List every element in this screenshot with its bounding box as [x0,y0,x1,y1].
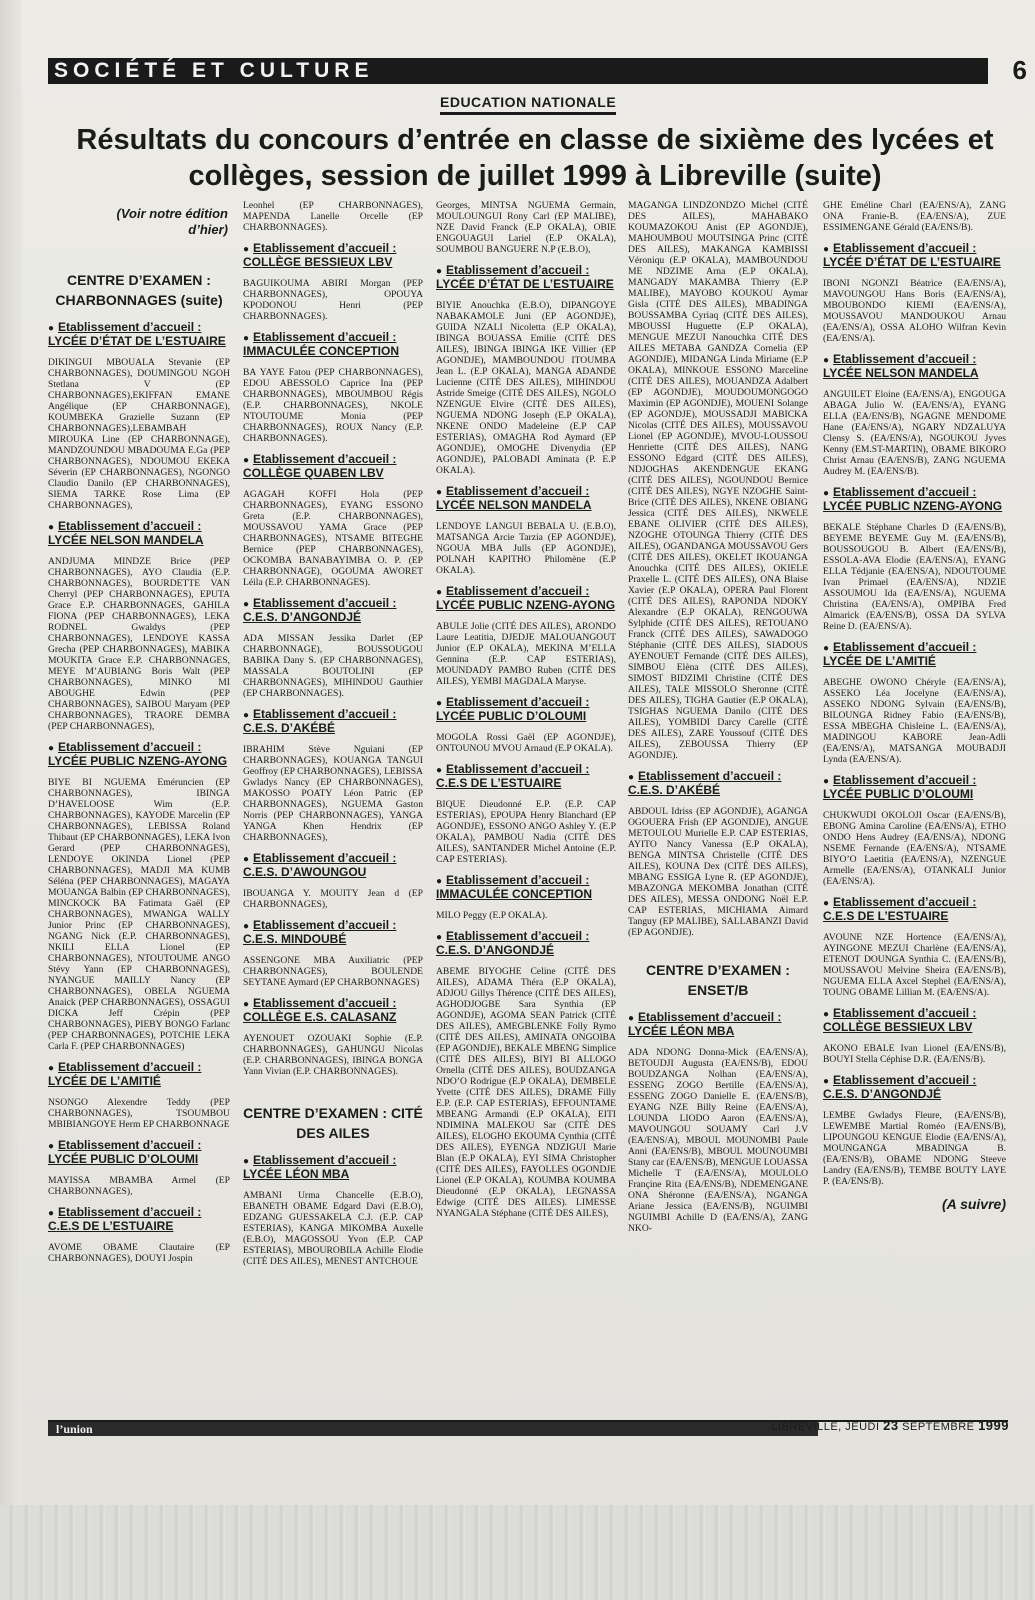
school-list [243,243,423,1077]
establishment-kicker: ● Etablissement d’accueil : [436,486,616,498]
publication-date [771,1418,1009,1433]
establishment-kicker: ● Etablissement d’accueil : [436,265,616,277]
establishment-kicker: ● Etablissement d’accueil : [48,1207,230,1219]
school-name: C.E.S DE L’ESTUAIRE [823,909,949,923]
establishment-block [823,487,1006,632]
establishment-kicker: ● Etablissement d’accueil : [48,521,230,533]
establishment-block [436,931,616,1219]
establishment-kicker: ● Etablissement d’accueil : [436,764,616,776]
school-name: COLLÈGE E.S. CALASANZ [243,1010,397,1024]
column-5 [823,200,1006,1210]
to-be-continued: (A suivre) [941,1196,1006,1212]
establishment-kicker: ● Etablissement d’accueil : [823,243,1006,255]
school-name: C.E.S. MINDOUBÉ [243,932,347,946]
school-list [48,322,230,1264]
school-name: LYCÉE DE L’AMITIÉ [48,1074,161,1088]
school-name: LYCÉE PUBLIC D’OLOUMI [823,787,974,801]
student-list: ANDJUMA MINDZE Brice (PEP CHARBONNAGES), AYO Claudia (E.P. CHARBONNAGES), BOURDETTE VAN Cherryl (PEP CHARBONNAGES), EPUTA Grace E.P. CHARBONNAGES, GAHILA FIONA (PEP CHARBONNAGES), LEKA RODNEL Gwaldys (PEP CHARBONNAGES), LENDOYE KASSA Grecha (PEP CHARBONNAGES), MABIKA MOUKITA Grace E.P. CHARBONNAGES, MEYE M’AUBIANG Boris Walt (PEP CHARBONNAGES), MINKO MI ABOUGHE Edwin (PEP CHARBONNAGES), SAIBOU Maryam (PEP CHARBONNAGES), TRAORE DEMBA (PEP CHARBONNAGES), [48,556,230,732]
student-list: BIYIE Anouchka (E.B.O), DIPANGOYE NABAKAMOLE Juni (EP AGONDJE), GUIDA NZALI Nicoletta (E.P OKALA), IBINGA BOUASSA Emilie (CITÉ DES AILES), IBINGA IBINGA IKE Villier (EP AGONDJE), MAMBOUNDOU ITOUMBA Jean L. (E.P OKALA), MANGA ADANDE Lucienne (CITÉ DES AILES), MIHINDOU Astride Smeige (CITÉ DES AILES), NGOLO NZENGUE Elvire (CITÉ DES AILES), NGUEMA NDONG Joseph (E.P OKALA), NKENE ONDO Madeleine (E.P CAP ESTERIAS), OMAGHA Rod Aymard (EP AGONDJE), OMOGHE Divenydia (EP AGONDJE), PALOBADI Aminata (P. E.P OKALA). [436,300,616,476]
exam-centre-heading: CENTRE D’EXAMEN : CITÉ DES AILES [243,1105,423,1141]
student-list: AMBANI Urma Chancelle (E.B.O), EBANETH OBAME Edgard Davi (E.B.O), EDZANG GUESSAKELA C.J. (E.P. CAP ESTERIAS), KANGA MIKOMBA Auxelle (E.B.O), MAGOSSOU Yvon (E.P. CAP ESTERIAS), MBOUROBILA Achille Elodie (CITÉ DES AILES), MENEST ANTCHOUE [243,1190,423,1267]
student-list: BIYE BI NGUEMA Eméruncien (EP CHARBONNAGES), IBINGA D’HAVELOOSE Wim (E.P. CHARBONNAGES), KAYODE Marcelin (EP CHARBONNAGES), LEBISSA Roland Thibaut (EP CHARBONNAGES), LEKA Ivon Gerard (PEP CHARBONNAGES), LENDOYE OKINDA Lionel (PEP CHARBONNAGES), MADJI MA KUMB Séléna (PEP CHARBONNAGES), MAGAYA MOUANGA Balbin (EP CHARBONNAGES), MINCKOCK BA Fatimata Gaël (EP CHARBONNAGES), MWANGA WALLY Junior Princ (EP CHARBONNAGES), NGANG Nick (E.P. CHARBONNAGES), NKILI ELLA Lionel (EP CHARBONNAGES), NTOUTOUME ANGO Stévy Yann (EP CHARBONNAGES), NYANGUE MAILLY Nancy (EP CHARBONNAGES), OBELA NGUEMA Anaick (PEP CHARBONNAGES), OSSAGUI DICKA Jeff Crépin (PEP CHARBONNAGES), PIEBY BONGO Farlanc (PEP CHARBONNAGES), POTCHIE LEKA Carla F. (PEP CHARBONNAGES) [48,777,230,1052]
school-name: C.E.S. D’ANGONDJÉ [823,1087,942,1101]
establishment-kicker: ● Etablissement d’accueil : [628,1012,808,1024]
continued-names: Leonhel (EP CHARBONNAGES), MAPENDA Lanelle Orcelle (EP CHARBONNAGES). [243,200,423,233]
establishment-kicker: ● Etablissement d’accueil : [823,1008,1006,1020]
establishment-block [48,1140,230,1197]
page-number: 6 [1012,55,1027,85]
establishment-block [48,1207,230,1264]
date-year: 1999 [978,1418,1009,1433]
student-list: ABDOUL Idriss (EP AGONDJE), AGANGA OGOUERA Frish (EP AGONDJE), ANGUE METOULOU Murielle E.P. CAP ESTERIAS, AYITO Nancy Vanessa (E.P OKALA), BENGA MINTSA Christelle (CITÉ DES AILES), KOUNA Dex (CITÉ DES AILES), MBANG ESSIGA Lyne R. (EP AGONDJE), MBAZONGA MEKOMBA Jonathan (CITÉ DES AILES), MESSA ONDONG Noël E.P. CAP ESTERIAS, MICHIAMA Aimard Tanguy (EP MALIBE), SALLABANZI David (EP AGONDJE). [628,806,808,938]
student-list: DIKINGUI MBOUALA Stevanie (EP CHARBONNAGES), DOUMINGOU NGOH Stetlana V (EP CHARBONNAGES),EKIFFAN EMANE Angélique (EP CHARBONNAGE), KOUMBEKA Grazielle Suzann (EP CHARBONNAGES),LEBAMBAH MIROUKA Line (EP CHARBONNAGE), MANDZOUNDOU MBADOUMA E.Ga (PEP CHARBONNAGES), NDOUMOU EKEKA Séverin (EP CHARBONNAGES), NGONGO Claudio Danilo (EP CHARBONNAGES), SIEMA TARKE Rose Lima (EP CHARBONNAGES), [48,357,230,511]
school-name: LYCÉE PUBLIC NZENG-AYONG [436,598,616,612]
column-4 [628,200,808,1234]
establishment-block [436,586,616,687]
student-list: AKONO EBALE Ivan Lionel (EA/ENS/B), BOUYI Stella Céphise D.R. (EA/ENS/B). [823,1043,1006,1065]
establishment-block [243,920,423,988]
student-list: ABEGHE OWONO Chéryle (EA/ENS/A), ASSEKO Léa Jocelyne (EA/ENS/A), ASSEKO NDONG Sylvain (EA/ENS/B), BILOUNGA Ridney Fabio (EA/ENS/B), ESSA MBEGHA Chisleine L. (EA/ENS/A), MADINGOU KABORE Jean-Adli (EA/ENS/A), MATSANGA MOUBADJI Lynda (EA/ENS/A). [823,677,1006,765]
school-name: LYCÉE NELSON MANDELA [48,533,204,547]
student-list: LENDOYE LANGUI BEBALA U. (E.B.O), MATSANGA Arcie Tarzia (EP AGONDJE), NGOUA MBA Julls (EP AGONDJE), POLNAH KAPITHO Philomène (E.P OKALA). [436,521,616,576]
student-list: CHUKWUDI OKOLOJI Oscar (EA/ENS/B), EBONG Amina Caroline (EA/ENS/A), ETHO ONDO Hens Audrey (EA/ENS/A), NDONG NSEME Fernande (EA/ENS/A), NTSAME BIYO’O Laetitia (EA/ENS/A), NZENGUE Armelle (EA/ENS/A), OTANKALI Junior (EA/ENS/A). [823,810,1006,887]
establishment-kicker: ● Etablissement d’accueil : [436,931,616,943]
school-name: LYCÉE PUBLIC D’OLOUMI [436,709,587,723]
student-list: BIQUE Dieudonné E.P. (E.P. CAP ESTERIAS), EPOUPA Henry Blanchard (EP AGONDJE), ESSONO ANGO Ashley Y. (E.P OKALA), PAMBOU Nadia (CITÉ DES AILES), SANTANDER Michel Antoine (E.P. CAP ESTERIAS). [436,799,616,865]
date-month: SEPTEMBRE [902,1421,975,1433]
establishment-block [243,709,423,843]
establishment-block [823,354,1006,477]
school-name: C.E.S DE L’ESTUAIRE [48,1219,174,1233]
school-name: LYCÉE D’ÉTAT DE L’ESTUAIRE [436,277,614,291]
establishment-kicker: ● Etablissement d’accueil : [823,1075,1006,1087]
school-name: C.E.S. D’ANGONDJÉ [436,943,555,957]
student-list: AGAGAH KOFFI Hola (PEP CHARBONNAGES), EYANG ESSONO Greta (E.P. CHARBONNAGES), MOUSSAVOU YAMA Grace (PEP CHARBONNAGES), NTSAME BITEGHE Bernice (PEP CHARBONNAGES), OCKOMBA BANABAYIMBA O. P. (EP CHARBONNAGE), OGOUMA AWORET Léila (E.P. CHARBONNAGES). [243,489,423,588]
school-name: C.E.S. D’ANGONDJÉ [243,610,362,624]
establishment-kicker: ● Etablissement d’accueil : [436,697,616,709]
see-previous-note: (Voir notre édition d’hier) [116,206,228,237]
school-list [243,1155,423,1267]
column-3 [436,200,616,1219]
school-name: C.E.S. D’AKÉBÉ [243,721,336,735]
scan-background [0,1505,1035,1600]
student-list: ANGUILET Eloine (EA/ENS/A), ENGOUGA ABAGA Julio W. (EA/ENS/A), EYANG ELLA (EA/ENS/B), NGAGNE MENDOME Hane (EA/ENS/A), NGARY NDZALUYA Clensy S. (EA/ENS/A), NGOUKOU Jyves Kenny (EM.ST-MARTIN), OBAME BIKORO Christ Arnau (EA/ENS/B), ZANG NGUEMA Audrey M. (EA/ENS/B). [823,389,1006,477]
student-list: AVOME OBAME Clautaire (EP CHARBONNAGES), DOUYI Jospin [48,1242,230,1264]
continued-names: MAGANGA LINDZONDZO Michel (CITÉ DES AILES), MAHABAKO KOUMAZOKOU Anist (EP AGONDJE), MAHOUMBOU MOUTSINGA Princ (CITÉ DES AILES), MAKANGA KAMBISSI Véroniqu (E.P OKALA), MAMBOUNDOU ME NDZIME Arna (E.P OKALA), MANGADY MAKAMBA Thierry (E.P MALIBE), MAYOBO KOUKOU Aymar Gisla (CITÉ DES AILES), MBADINGA BOUSSAMBA Cyriaq (CITÉ DES AILES), MBOUSSI Huguette (E.P OKALA), MENGUE MEZUI Nanouchka CITÉ DES AILES METABA GANDZA Cornelia (EP AGONDJE), MIDANGA Linda Miriame (E.P OKALA), MINKOUE ESSONO Marceline (CITÉ DES AILES), MOUANDZA Adalbert (EP AGONDJE), MOUDOUMONGOGO Maximin (EP AGONDJE), MOUENI Solange (EP AGONDJE), MOUSSADJI MABICKA Nicolas (CITÉ DES AILES), MOUSSAVOU Lionel (EP AGONDJE), MVOU-LOUSSOU Henriette (CITÉ DES AILES), NANG ESSONO Edgard (CITÉ DES AILES), NDJOGHAS AKENDENGUE EKANG (CITÉ DES AILES), NGOUNDOU Bernice (CITÉ DES AILES), NGYE NZOGHE Saint-Brice (CITÉ DES AILES), NKENE OBIANG Jessica (CITÉ DES AILES), NKWELE EBANE OLIVIER (CITÉ DES AILES), NZOGHE OTOUNGA Thierry (CITÉ DES AILES), OGANDANGA MOUSSAVOU Gers (CITÉ DES AILES), OKELET IKOUANGA Anouchka (CITÉ DES AILES), OKIELE Praxelle L. (CITÉ DES AILES), ONA Blaise Xavier (E.P OKALA), OPERA Paul Florent (CITÉ DES AILES), RAPONDA NDOKY Alexandre (E.P OKALA), RENGOUWA Sylphide (CITÉ DES AILES), RETOUANO Franck (CITÉ DES AILES), SAWADOGO Stéphanie (CITÉ DES AILES), SIADOUS AYENOUET Fernande (CITÉ DES AILES), SIMBOU Elèna (CITÉ DES AILES), SIMOST BIDZIMI Christine (CITÉ DES AILES), TALE MISSOLO Sheronne (CITÉ DES AILES), TIGHA Gautier (E.P OKALA), TSIGHAS NGUEMA Danilo (CITÉ DES AILES), YOMBIDI Darcy Carelle (CITÉ DES AILES), ZARE Youssouf (CITÉ DES AILES), ZEBOUSSA Thierry (EP AGONDJE). [628,200,808,761]
establishment-kicker: ● Etablissement d’accueil : [243,243,423,255]
establishment-block [436,486,616,576]
student-list: IBOUANGA Y. MOUITY Jean d (EP CHARBONNAGES), [243,888,423,910]
column-1 [48,262,230,1264]
establishment-kicker: ● Etablissement d’accueil : [243,853,423,865]
school-name: C.E.S. D’AWOUNGOU [243,865,367,879]
school-name: LYCÉE LÉON MBA [628,1024,735,1038]
establishment-block [823,243,1006,344]
student-list: NSONGO Alexendre Teddy (PEP CHARBONNAGES), TSOUMBOU MBIBIANGOYE Herm EP CHARBONNAGE [48,1097,230,1130]
establishment-block [436,875,616,921]
establishment-kicker: ● Etablissement d’accueil : [823,354,1006,366]
establishment-block [823,1008,1006,1065]
establishment-kicker: ● Etablissement d’accueil : [48,322,230,334]
continued-names: GHE Eméline Charl (EA/ENS/A), ZANG ONA Franie-B. (EA/ENS/A), ZUE ESSIMENGANE Gérald (EA/ENS/B). [823,200,1006,233]
student-list: ADA NDONG Donna-Mick (EA/ENS/A), BETOUDJI Augusta (EA/ENS/B), EDOU BOUDZANGA Nolhan (EA/ENS/A), ESSENG ZOGO Bertille (EA/ENS/A), ESSENG ZOGO Danielle E. (EA/ENS/B), EYANG NZE Billy Reine (EA/ENS/A), LOUNDA LIODO Aaron (EA/ENS/A), MAVOUNGOU SOUAMY Carl J.V (EA/ENS/A), MBOUL MOUNOMBI Paule Anni (EA/ENS/B), MBOUL MOUNOUMBI Stany car (EA/ENS/B), MENGUE LOUASSA Michelle T (EA/ENS/A), MOULOLO Françine Rita (EA/ENS/B), NDEMENGANE ONA Shéronne (EA/ENS/A), NGANGA Ariane Jessica (EA/ENS/B), NGUIMBI NGUIMBI Achille D (EA/ENS/A), ZANG NKO- [628,1047,808,1234]
establishment-block [48,322,230,511]
scan-margin [0,0,22,1600]
school-list [823,243,1006,1187]
section-band [48,58,988,84]
establishment-kicker: ● Etablissement d’accueil : [628,771,808,783]
exam-centre-heading: CENTRE D’EXAMEN : CHARBONNAGES (suite) [55,272,223,308]
establishment-kicker: ● Etablissement d’accueil : [823,775,1006,787]
student-list: IBONI NGONZI Béatrice (EA/ENS/A), MAVOUNGOU Hans Boris (EA/ENS/A), MBOUBONDO KIEMI (EA/ENS/A), MOUSSAVOU MANDOUKOU Arnau (EA/ENS/A), OSSA ALOHO Wilfran Kevin (EA/ENS/A). [823,278,1006,344]
establishment-kicker: ● Etablissement d’accueil : [243,709,423,721]
student-list: MOGOLA Rossi Gaël (EP AGONDJE), ONTOUNOU MVOU Arnaud (E.P OKALA). [436,732,616,754]
school-name: IMMACULÉE CONCEPTION [436,887,592,901]
student-list: BEKALE Stéphane Charles D (EA/ENS/B), BEYEME BEYEME Guy M. (EA/ENS/B), BOUSSOUGOU B. Albert (EA/ENS/B), ESSOLA-AVA Elodie (EA/ENS/A), EYANG ELLA Tédjanie (EA/ENS/A), NDOUTOUME Ivan Primael (EA/ENS/A), NDZIE ASSOUMOU Ida (EA/ENS/A), NGUEMA Christina (EA/ENS/A), OMPIBA Fred Almarick (EA/ENS/B), OSSA DA SYLVA Reine D. (EA/ENS/A). [823,522,1006,632]
establishment-block [823,897,1006,998]
continued-names: Georges, MINTSA NGUEMA Germain, MOULOUNGUI Rony Carl (EP MALIBE), NZE David Franck (E.P OKALA), OBIE ENGOUAGUI Lariel (E.P OKALA), SOUMBOU BANGUERE N.P (E.B.O), [436,200,616,255]
establishment-kicker: ● Etablissement d’accueil : [243,332,423,344]
school-name: LYCÉE PUBLIC NZENG-AYONG [823,499,1003,513]
school-name: IMMACULÉE CONCEPTION [243,344,399,358]
establishment-block [436,697,616,754]
student-list: ABEME BIYOGHE Celine (CITÉ DES AILES), ADAMA Théra (E.P OKALA), ADJOU Gillys Thérence (CITÉ DES AILES), AGHODJOGBE Sara Synthia (EP AGONDJE), AGOMA SEAN Patrick (CITÉ DES AILES), AMEGBLENKE Folly Rymo (CITÉ DES AILES), AMINATA ONGOIBA (EP AGONDJE), BEKALE MBENG Simplice (CITÉ DES AILES), BIYI BI ALLOGO Ornella (CITÉ DES AILES), BOUDZANGA NDO’O Rodrigue (E.P OKALA), DEMBELE Yvette (CITÉ DES AILES), DRAME Filly E.P. (E.P. CAP ESTERIAS), EFFOUNTAME MBEANG Armandi (E.P OKALA), EITI NDIMINA MALEKOU Sar (CITÉ DES AILES), ELOGHO EKOUMA Cynthia (CITÉ DES AILES), EYENGA NDZIGUI Marie Blan (E.P OKALA), EYI SIMA Christopher (CITÉ DES AILES), FAYOLLES OGONDJE Lionel (E.P OKALA), KOUMBA KOUMBA Dieudonné (E.P OKALA), LEGNASSA Edwige (CITÉ DES AILES). LIMESSE NYANGALA Stéphane (CITÉ DES AILES), [436,966,616,1219]
establishment-kicker: ● Etablissement d’accueil : [436,875,616,887]
newspaper-brand: l’union [56,1422,93,1436]
school-name: COLLÈGE QUABEN LBV [243,466,384,480]
student-list: LEMBE Gwladys Fleure, (EA/ENS/B), LEWEMBE Martial Roméo (EA/ENS/B), LIPOUNGOU KENGUE Elodie (EA/ENS/A), MOUNGANGA MBADINGA B. (EA/ENS/B), OBAME NDONG Steeve Landry (EA/ENS/B), TEMBE BOUTY LAYE P. (EA/ENS/B). [823,1110,1006,1187]
establishment-block [243,454,423,588]
establishment-kicker: ● Etablissement d’accueil : [243,454,423,466]
establishment-block [243,1155,423,1267]
establishment-block [436,764,616,865]
school-list [628,771,808,938]
student-list: MILO Peggy (E.P OKALA). [436,910,548,921]
establishment-kicker: ● Etablissement d’accueil : [823,642,1006,654]
establishment-kicker: ● Etablissement d’accueil : [48,1062,230,1074]
student-list: BA YAYE Fatou (PEP CHARBONNAGES), EDOU ABESSOLO Caprice Ina (PEP CHARBONNAGES), MBOUMBOU Régis (E.P. CHARBONNAGES), NKOLE NTOUTOUME Monia (PEP CHARBONNAGES), ROUX Nancy (E.P. CHARBONNAGES). [243,367,423,444]
establishment-kicker: ● Etablissement d’accueil : [243,1155,423,1167]
school-name: LYCÉE PUBLIC D’OLOUMI [48,1152,199,1166]
establishment-kicker: ● Etablissement d’accueil : [243,920,423,932]
establishment-kicker: ● Etablissement d’accueil : [436,586,616,598]
establishment-block [48,1062,230,1130]
establishment-block [243,332,423,444]
section-label: SOCIÉTÉ ET CULTURE [54,59,374,82]
date-prefix: LIBREVILLE, JEUDI [771,1421,880,1433]
school-list [436,265,616,1219]
student-list: ABULE Jolie (CITÉ DES AILES), ARONDO Laure Leatitia, DJEDJE MALOUANGOUT Junior (E.P OKALA), MEKINA M’ELLA Gennina (E.P. CAP ESTERIAS), MOUNDADY PAMBO Ruben (CITÉ DES AILES), YEMBI MAGDALA Maryse. [436,621,616,687]
school-name: C.E.S. D’AKÉBÉ [628,783,721,797]
student-list: BAGUIKOUMA ABIRI Morgan (PEP CHARBONNAGES), OPOUYA KPODONOU Henri (PEP CHARBONNAGES). [243,278,423,322]
student-list: MAYISSA MBAMBA Armel (EP CHARBONNAGES), [48,1175,230,1197]
school-name: LYCÉE LÉON MBA [243,1167,350,1181]
establishment-block [243,598,423,699]
school-name: LYCÉE DE L’AMITIÉ [823,654,936,668]
establishment-kicker: ● Etablissement d’accueil : [823,897,1006,909]
establishment-block [823,775,1006,887]
establishment-block [823,642,1006,765]
column-2 [243,200,423,1267]
school-name: COLLÈGE BESSIEUX LBV [823,1020,973,1034]
establishment-block [48,521,230,732]
school-name: LYCÉE PUBLIC NZENG-AYONG [48,754,228,768]
headline: Résultats du concours d’entrée en classe de sixième des lycées et collèges, session de juillet 1999 à Libreville (suite) [76,124,994,192]
student-list: ASSENGONE MBA Auxiliatric (PEP CHARBONNAGES), BOULENDE SEYTANE Aymard (EP CHARBONNAGES) [243,955,423,988]
establishment-block [628,771,808,938]
school-list [628,1012,808,1234]
school-name: LYCÉE NELSON MANDELA [436,498,592,512]
student-list: AYENOUET OZOUAKI Sophie (E.P. CHARBONNAGES), GAHUNGU Nicolas (E.P. CHARBONNAGES), IBINGA BONGA Yann Vivian (E.P. CHARBONNAGES). [243,1033,423,1077]
establishment-block [48,742,230,1052]
establishment-block [436,265,616,476]
establishment-block [823,1075,1006,1187]
exam-centre-heading: CENTRE D’EXAMEN : ENSET/B [646,962,790,998]
school-name: COLLÈGE BESSIEUX LBV [243,255,393,269]
establishment-kicker: ● Etablissement d’accueil : [243,598,423,610]
establishment-kicker: ● Etablissement d’accueil : [48,742,230,754]
establishment-block [628,1012,808,1234]
school-name: C.E.S DE L’ESTUAIRE [436,776,562,790]
establishment-block [243,998,423,1077]
establishment-block [243,853,423,910]
establishment-kicker: ● Etablissement d’accueil : [48,1140,230,1152]
establishment-kicker: ● Etablissement d’accueil : [243,998,423,1010]
establishment-block [243,243,423,322]
student-list: AVOUNE NZE Hortence (EA/ENS/A), AYINGONE MEZUI Charlène (EA/ENS/A), ETENOT DOUNGA Synthia C. (EA/ENS/B), MOUSSAVOU Melvine Sheira (EA/ENS/B), NGUEMA ELLA Axcel Stephel (EA/ENS/A), TOUNG OBAME Lillian M. (EA/ENS/A). [823,932,1006,998]
establishment-kicker: ● Etablissement d’accueil : [823,487,1006,499]
student-list: IBRAHIM Stève Nguiani (EP CHARBONNAGES), KOUANGA TANGUI Geoffroy (EP CHARBONNAGES), LEBISSA Gwladys Nancy (EP CHARBONNAGES), MAKOSSO POATY Léon Patric (EP CHARBONNAGES), NGUEMA Gaston Norris (PEP CHARBONNAGES), YANGA YANGA Khen Hendrix (EP CHARBONNAGES), [243,744,423,843]
student-list: ADA MISSAN Jessika Darlet (EP CHARBONNAGE), BOUSSOUGOU BABIKA Dany S. (EP CHARBONNAGES), MASSALA BOUTOLINI (EP CHARBONNAGES), MIHINDOU Gauthier (EP CHARBONNAGES). [243,633,423,699]
school-name: LYCÉE D’ÉTAT DE L’ESTUAIRE [48,334,226,348]
school-name: LYCÉE NELSON MANDELA [823,366,979,380]
rubric: EDUCATION NATIONALE [440,94,616,115]
footer-band [48,1422,818,1436]
date-day: 23 [883,1418,899,1433]
school-name: LYCÉE D’ÉTAT DE L’ESTUAIRE [823,255,1001,269]
